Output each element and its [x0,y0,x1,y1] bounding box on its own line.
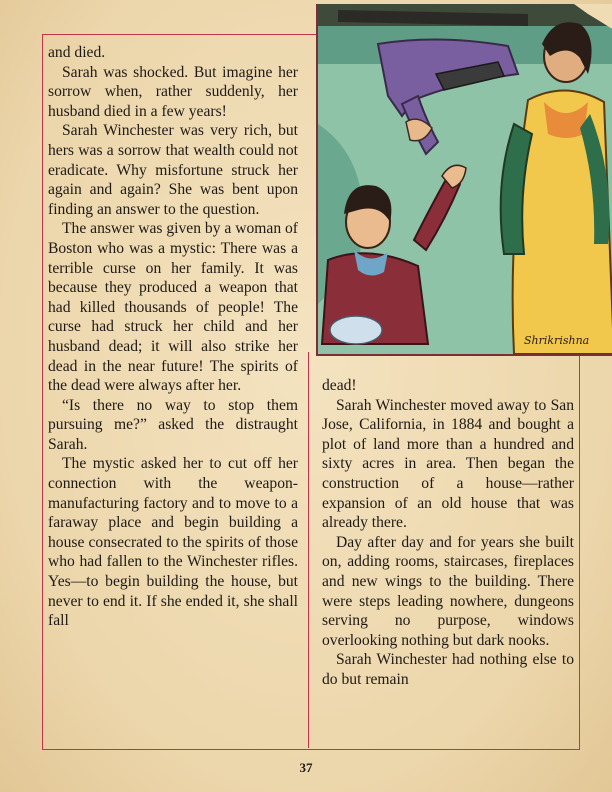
page-number: 37 [299,760,313,775]
story-illustration [316,4,612,356]
artist-signature: Shrikrishna [524,334,590,347]
left-paragraph-5: “Is there no way to stop them pursuing me?” asked the distraught Sarah. [48,396,298,453]
right-paragraph-3: Day after day and for years she built on, adding rooms, staircases, fireplaces and new wings to the building. There were steps leading nowhere, dungeons serving no purpose, windows overlooking nothing but dark nooks. [322,533,574,649]
column-divider [308,352,309,748]
left-text-column [48,43,298,743]
left-paragraph-2: Sarah was shocked. But imagine her sorrow when, rather suddenly, her husband died in a few years! [48,63,298,120]
left-paragraph-1: and died. [48,44,106,61]
right-paragraph-2: Sarah Winchester moved away to San Jose, California, in 1884 and bought a plot of land more than a hundred and sixty acres in area. Then began the construction of a house—rather expansion of an old house that was already there. [322,396,574,532]
right-text-column [322,376,574,746]
right-paragraph-1: dead! [322,377,357,394]
left-paragraph-6: The mystic asked her to cut off her connection with the weapon-manufacturing factory and to move to a faraway place and begin building a house consecrated to the spirits of those who had fallen to the Winchester rifles. Yes—to begin building the house, but never to end it. If she ended it, she shall fall [48,455,298,630]
left-paragraph-4: The answer was given by a woman of Boston who was a mystic: There was a terrible curse on her family. It was because they produced a weapon that had killed thousands of people! The curse had struck her child and her husband dead; it will also strike her dead in the near future! The spirits of the dead were always after her. [48,220,298,395]
left-paragraph-3: Sarah Winchester was very rich, but hers was a sorrow that wealth could not eradicate. Why misfortune struck her again and again? She was bent upon finding an answer to the question. [48,122,298,218]
right-paragraph-4: Sarah Winchester had nothing else to do but remain [322,651,574,688]
